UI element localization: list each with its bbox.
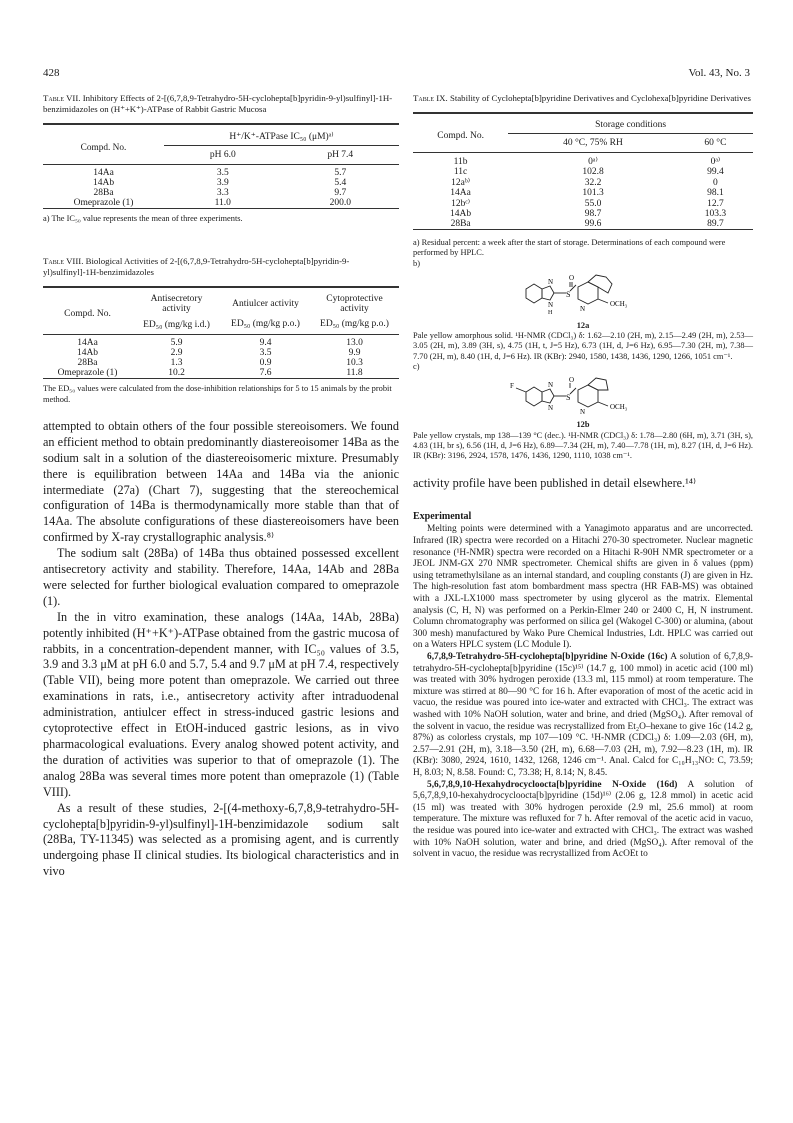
structure-12b	[413, 374, 753, 430]
table-row: 14Aa 101.3 98.1	[450, 188, 724, 198]
section-heading-experimental: Experimental	[413, 511, 472, 523]
svg-text:O: O	[569, 273, 575, 282]
table-row: 11c 102.8 99.4	[453, 167, 724, 177]
svg-text:OCH₃: OCH₃	[610, 403, 628, 412]
table9-note-c-label: c)	[413, 362, 420, 372]
paragraph: In the in vitro examination, these analogs (14Aa, 14Ab, 28Ba) potently inhibited (H⁺+K⁺)-ATPase obtained from the gastric mucosa of rabbits, in a concentration-dependent manner, with IC₅₀ values of 3.5, 3.9 and 3.3 μM at pH 6.0 and 5.7, 5.4 and 9.7 μM at pH 7.4, respectively (Table VII), being more potent than omeprazole. We carried out three examinations in rats, i.e., antisecretory activity after intraduodenal administration, antiulcer effect in stress-induced gastric lesions and cytoprotective effect in EtOH-induced gastric lesions, as in vivo pharmacological evaluations. Every analog showed potent activity, and the duration of activities was superior to that of omeprazole (1). The analog 28Ba was several times more potent than omeprazole (1) (Table VIII).	[43, 609, 399, 799]
table-row: Omeprazole (1) 11.0 200.0	[73, 198, 351, 208]
structure-12b-label: 12b	[576, 420, 590, 430]
paragraph: The sodium salt (28Ba) of 14Ba thus obtained possessed excellent antisecretory activity and stability. Therefore, 14Aa, 14Ab and 28Ba were selected for further biological evaluation compared to omeprazole (1).	[43, 546, 399, 608]
structure-12a	[413, 271, 753, 331]
table8	[43, 286, 399, 381]
svg-text:O: O	[569, 376, 575, 385]
left-column	[43, 93, 399, 880]
table8-footnote: The ED₅₀ values were calculated from the dose-inhibition relationships for 5 to 15 animals by the probit method.	[43, 384, 392, 404]
subsection-title-16c: 6,7,8,9-Tetrahydro-5H-cyclohepta[b]pyridine N-Oxide (16c)	[427, 652, 668, 662]
svg-text:H: H	[548, 309, 553, 316]
paragraph: Melting points were determined with a Yanagimoto apparatus and are uncorrected. Infrared (IR) spectra were recorded on a Hitachi 270-30 spectrometer. Nuclear magnetic resonance (¹H-NMR) spectra were recorded on a Hitachi R-90H NMR spectrometer or a JEOL JNM-GX 270 NMR spectrometer. Chemical shifts are given in δ values (ppm) using tetramethylsilane as an internal standard, and coupling constants (J) are given in Hz. The high-resolution fast atom bombardment mass spectra (HR FAB-MS) was obtained with a JXL-LX1000 mass spectrometer by using glycerol as the matrix. Elemental analysis (C, H, N) was performed on a Perkin-Elmer 240 or 2400 C, H, N instrument. Column chromatography was performed on silica gel (Wakogel C-300) or alumina, (about 300 mesh) manufactured by Wako Pure Chemical Industries, Ldt. HPLC was carried out on a Waters HPLC system (LC Module I).	[413, 524, 753, 651]
table9-note-b: Pale yellow amorphous solid. ¹H-NMR (CDCl₃) δ: 1.62—2.10 (2H, m), 2.15—2.49 (2H, m), 2.53—3.05 (2H, m), 3.89 (3H, s), 4.75 (1H, t, J=5 Hz), 6.73 (1H, d, J=6 Hz), 6.95—7.30 (2H, m), 7.38—7.70 (2H, m), 8.40 (1H, d, J=6 Hz). IR (KBr): 2940, 1580, 1438, 1436, 1290, 1266, 1051 cm⁻¹.	[413, 331, 753, 361]
table7-footnote: a) The IC₅₀ value represents the mean of three experiments.	[43, 214, 243, 223]
structure-12a-label: 12a	[576, 320, 590, 330]
table8-col-b: Antiulcer activity	[232, 299, 299, 310]
subsection-title-16d: 5,6,7,8,9,10-Hexahydrocycloocta[b]pyridine N-Oxide (16d)	[427, 779, 678, 790]
table8-col-c: Cytoprotective activity	[326, 294, 383, 315]
table8-sub-b: ED₅₀ (mg/kg p.o.)	[231, 319, 300, 330]
table8-caption	[43, 256, 399, 278]
subsection-text-16c: A solution of 6,7,8,9-tetrahydro-5H-cyclohepta[b]pyridine (15c)¹⁵⁾ (14.7 g, 100 mmol) in acetic acid (100 ml) was treated with 30% hydrogen peroxide (13.3 ml, 115 mmol) at room temperature. The mixture was stirred at 80—90 °C for 16 h. After evaporation of most of the acetic acid in vacuo, the residue was poured into ice-water and extracted with CHCl₃. The extract was washed with 10% NaOH solution, water and brine, and dried (MgSO₄). After removal of the solvent in vacuo, the residue was recrystallized from Et₂O–hexane to give 16c (14.2 g, 87%) as colorless crystals, mp 107—109 °C. ¹H-NMR (CDCl₃) δ: 1.09—2.03 (6H, m), 2.57—2.91 (2H, m), 3.18—3.50 (2H, m), 6.68—7.03 (2H, m), 7.92—8.23 (1H, m). IR (KBr): 3080, 2924, 1610, 1432, 1268, 1246 cm⁻¹. Anal. Calcd for C₁₀H₁₃NO: C, 73.59; H, 8.03; N, 8.58. Found: C, 73.38; H, 8.14; N, 8.45.	[413, 652, 753, 778]
paragraph: As a result of these studies, 2-[(4-methoxy-6,7,8,9-tetrahydro-5H-cyclohepta[b]pyridin-9-yl)sulfinyl]-1H-benzimidazole sodium salt (28Ba, TY-11345) was selected as a promising agent, and is currently undergoing phase II clinical studies. Its biological characteristics and in vivo	[43, 800, 399, 879]
structure-12a-drawing	[508, 271, 658, 319]
left-body	[43, 419, 399, 880]
table-row: 14Ab 3.9 5.4	[92, 178, 347, 188]
table7-caption	[43, 93, 399, 115]
table9-col-group: Storage conditions	[508, 120, 753, 134]
table7	[43, 123, 399, 211]
svg-text:N: N	[548, 404, 554, 413]
svg-text:N: N	[548, 381, 554, 390]
table9-col-b: 60 °C	[704, 138, 727, 148]
table8-col-compd: Compd. No.	[64, 309, 111, 320]
page-number: 428	[43, 67, 60, 79]
svg-text:N: N	[548, 277, 554, 286]
table7-title: Inhibitory Effects of 2-[(6,7,8,9-Tetrahydro-5H-cyclohepta[b]pyridin-9-yl)sulfinyl]-1H-benzimidazoles on (H⁺+K⁺)-ATPase of Rabbit Gastric Mucosa	[43, 93, 393, 114]
table9-caption	[413, 93, 753, 104]
table8-label: Table VIII.	[43, 256, 84, 267]
table9-col-a: 40 °C, 75% RH	[563, 138, 623, 148]
table9-note-b-label: b)	[413, 258, 420, 268]
table-row: 14Ab 98.7 103.3	[450, 209, 727, 219]
table9-col-compd: Compd. No.	[437, 131, 484, 141]
svg-text:S: S	[566, 393, 571, 403]
paragraph: attempted to obtain others of the four possible stereoisomers. We found an efficient method to obtain predominantly diastereoisomer 14Ba as the sodium salt in a solution of the diastereoisomeric mixture. Presumably there is equilibration between 14Aa and 14Ba via the anionic intermediate (27a) (Chart 7), suggesting that the stereochemical configuration of 14Ba is thermodynamically more stable than that of 14Aa. The absolute configurations of these diastereoisomers have been confirmed by X-ray crystallographic analysis.⁸⁾	[43, 418, 399, 545]
svg-text:F: F	[510, 382, 514, 391]
svg-text:N: N	[580, 408, 586, 417]
table-row: Omeprazole (1) 10.2 7.6 11.8	[57, 368, 363, 379]
table-row: 12bᶜ⁾ 55.0 12.7	[451, 198, 724, 209]
table8-title: Biological Activities of 2-[(6,7,8,9-Tetrahydro-5H-cyclohepta[b]pyridin-9-yl)sulfinyl]-1H-benzimidazoles	[43, 256, 350, 278]
table-row: 14Aa 5.9 9.4 13.0	[77, 338, 363, 349]
subsection-text-16d: A solution of 5,6,7,8,9,10-hexahydrocycloocta[b]pyridine (15d)¹⁶⁾ (2.06 g, 12.8 mmol) in acetic acid (15 ml) was treated with 30% hydrogen peroxide (2.9 ml, 25.6 mmol) at room temperature. The mixture was refluxed for 7 h. After removal of the acetic acid in vacuo, the residue was poured into ice-water and extracted with CHCl₃. The extract was washed with 10% NaOH solution, water and brine, and dried (MgSO₄). After removal of the solvent in vacuo, the residue was recrystallized from AcOEt to	[413, 779, 753, 860]
table-row: 28Ba 3.3 9.7	[93, 188, 347, 198]
table-row: 14Ab 2.9 3.5 9.9	[76, 348, 361, 359]
table7-col-compd: Compd. No.	[80, 142, 127, 153]
svg-text:S: S	[566, 289, 571, 299]
table8-sub-a: ED₅₀ (mg/kg i.d.)	[143, 320, 210, 331]
table7-col-ph74: pH 7.4	[327, 150, 354, 160]
table8-sub-c: ED₅₀ (mg/kg p.o.)	[320, 319, 389, 330]
table8-col-a: Antisecretory activity	[150, 294, 203, 315]
svg-text:OCH₃: OCH₃	[610, 299, 628, 308]
paragraph	[413, 780, 753, 861]
table9-label: Table IX.	[413, 93, 448, 103]
table-row: 28Ba 99.6 89.7	[450, 219, 724, 229]
table-row: 12aᵇ⁾ 32.2 0	[451, 177, 718, 188]
right-body-lead: activity profile have been published in detail elsewhere.¹⁴⁾	[413, 475, 696, 490]
table9-title: Stability of Cyclohepta[b]pyridine Derivatives and Cyclohexa[b]pyridine Derivatives	[449, 93, 751, 103]
table-row: 14Aa 3.5 5.7	[93, 168, 347, 178]
table7-label: Table VII.	[43, 93, 81, 103]
table-row: 11b 0ᵃ⁾ 0ᵃ⁾	[453, 156, 721, 167]
table-row: 28Ba 1.3 0.9 10.3	[77, 358, 363, 369]
svg-text:N: N	[548, 300, 554, 309]
table9-note-a: a) Residual percent: a week after the start of storage. Determinations of each compound were performed by HPLC.	[413, 238, 726, 258]
table9-note-c: Pale yellow crystals, mp 138—139 °C (dec.). ¹H-NMR (CDCl₃) δ: 1.78—2.80 (6H, m), 3.71 (3H, s), 4.83 (1H, br s), 6.56 (1H, d, J=6 Hz), 6.89—7.34 (2H, m), 7.40—7.78 (1H, m), 8.27 (1H, d, J=6 Hz). IR (KBr): 3196, 2924, 1578, 1476, 1436, 1290, 1110, 1038 cm⁻¹.	[413, 430, 753, 461]
paragraph	[413, 652, 753, 780]
table7-col-ph6: pH 6.0	[209, 150, 236, 160]
table7-col-group: H⁺/K⁺-ATPase IC₅₀ (μM)ᵃ⁾	[164, 131, 399, 146]
right-column	[413, 93, 753, 861]
table9	[413, 112, 753, 232]
journal-volume: Vol. 43, No. 3	[688, 67, 750, 79]
structure-12b-drawing	[508, 374, 658, 418]
svg-text:N: N	[580, 304, 586, 313]
